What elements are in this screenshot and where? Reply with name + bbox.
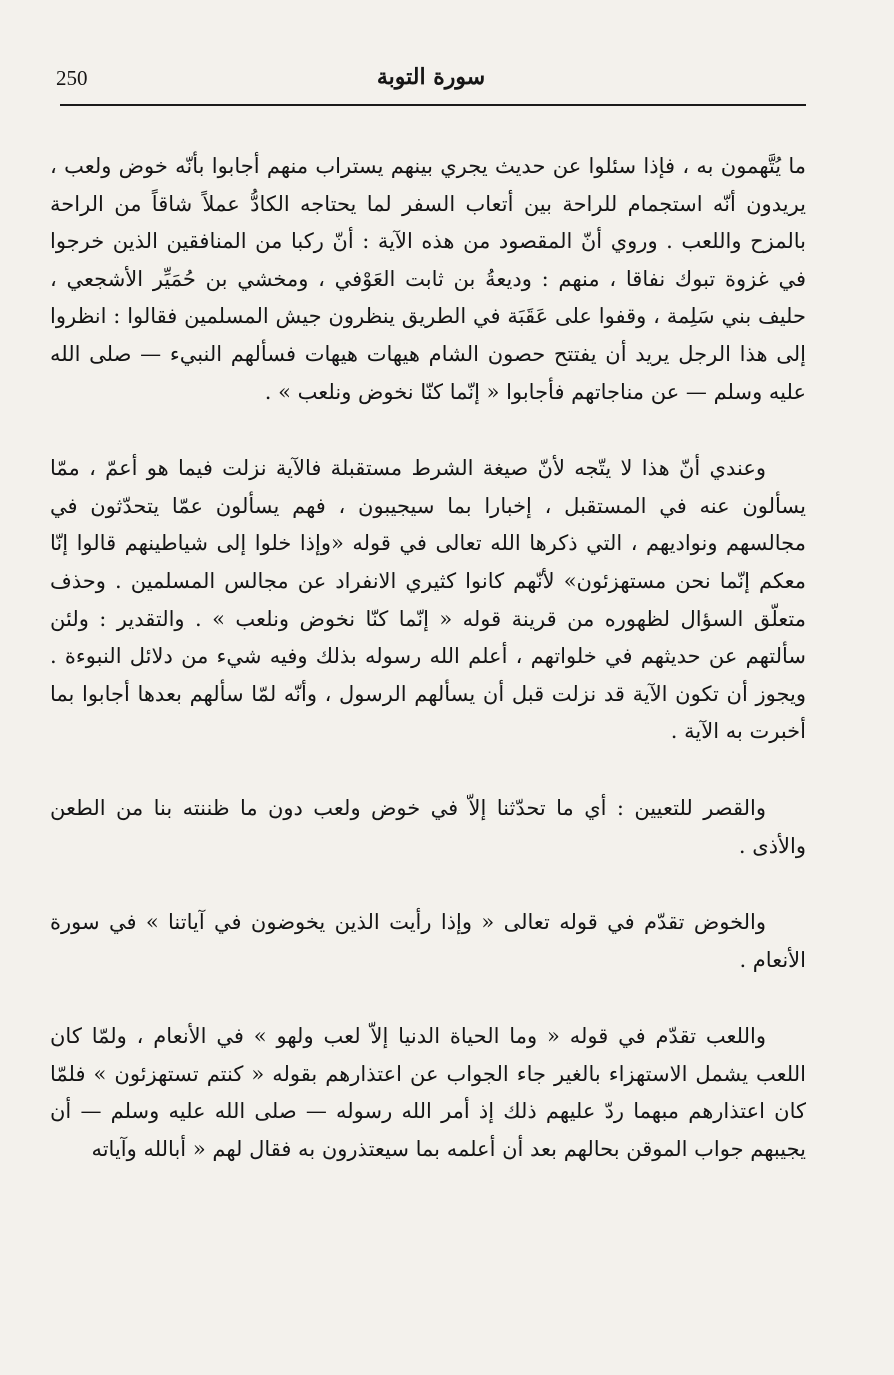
paragraph: ما يُتَّهمون به ، فإذا سئلوا عن حديث يجري بينهم يستراب منهم أجابوا بأنّه خوض ولعب ، يريدون أنّه استجمام للراحة بين أتعاب السفر لما يحتاجه الكادُّ عملاً شاقاً من الراحة بالمزح واللعب . وروي أنّ المقصود من هذه الآية : أنّ ركبا من المنافقين الذين خرجوا في غزوة تبوك نفاقا ، منهم : وديعةُ بن ثابت العَوْفي ، ومخشي بن حُمَيِّر الأشجعي ، حليف بني سَلِمة ، وقفوا على عَقَبَة في الطريق ينظرون جيش المسلمين فقالوا : انظروا إلى هذا الرجل يريد أن يفتتح حصون الشام هيهات هيهات فسألهم النبيء — صلى الله عليه وسلم — عن مناجاتهم فأجابوا « إنّما كنّا نخوض ونلعب » . xyxy=(50,154,806,404)
paragraph: والقصر للتعيين : أي ما تحدّثنا إلاّ في خوض ولعب دون ما ظننته بنا من الطعن والأذى . xyxy=(50,795,806,858)
paragraph: وعندي أنّ هذا لا يتّجه لأنّ صيغة الشرط مستقبلة فالآية نزلت فيما هو أعمّ ، ممّا يسألون عنه في المستقبل ، إخبارا بما سيجيبون ، فهم يسألون عمّا يتحدّثون في مجالسهم ونواديهم ، التي ذكرها الله تعالى في قوله «وإذا خلوا إلى شياطينهم قالوا إنّا معكم إنّما نحن مستهزئون» لأنّهم كانوا كثيري الانفراد عن مجالس المسلمين . وحذف متعلّق السؤال لظهوره من قرينة قوله « إنّما كنّا نخوض ونلعب » . والتقدير : ولئن سألتهم عن حديثهم في خلواتهم ، أعلم الله رسوله بذلك وفيه شيء من دلائل النبوءة . ويجوز أن تكون الآية قد نزلت قبل أن يسألهم الرسول ، وأنّه لمّا سألهم بعدها أجابوا بما أخبرت به الآية . xyxy=(50,456,806,744)
paragraph: والخوض تقدّم في قوله تعالى « وإذا رأيت الذين يخوضون في آياتنا » في سورة الأنعام . xyxy=(50,910,806,972)
header-rule xyxy=(60,104,806,106)
body-text xyxy=(50,148,806,1208)
paragraph: واللعب تقدّم في قوله « وما الحياة الدنيا إلاّ لعب ولهو » في الأنعام ، ولمّا كان اللعب يشمل الاستهزاء بالغير جاء الجواب عن اعتذارهم بقوله « كنتم تستهزئون » فلمّا كان اعتذارهم مبهما ردّ عليهم ذلك إذ أمر الله رسوله — صلى الله عليه وسلم — أن يجيبهم جواب الموقن بحالهم بعد أن أعلمه بما سيعتذرون به فقال لهم « أبالله وآياته xyxy=(50,1024,806,1162)
running-title: سورة التوبة xyxy=(376,64,486,90)
page-number: 250 xyxy=(56,66,88,90)
page-header xyxy=(56,60,806,100)
